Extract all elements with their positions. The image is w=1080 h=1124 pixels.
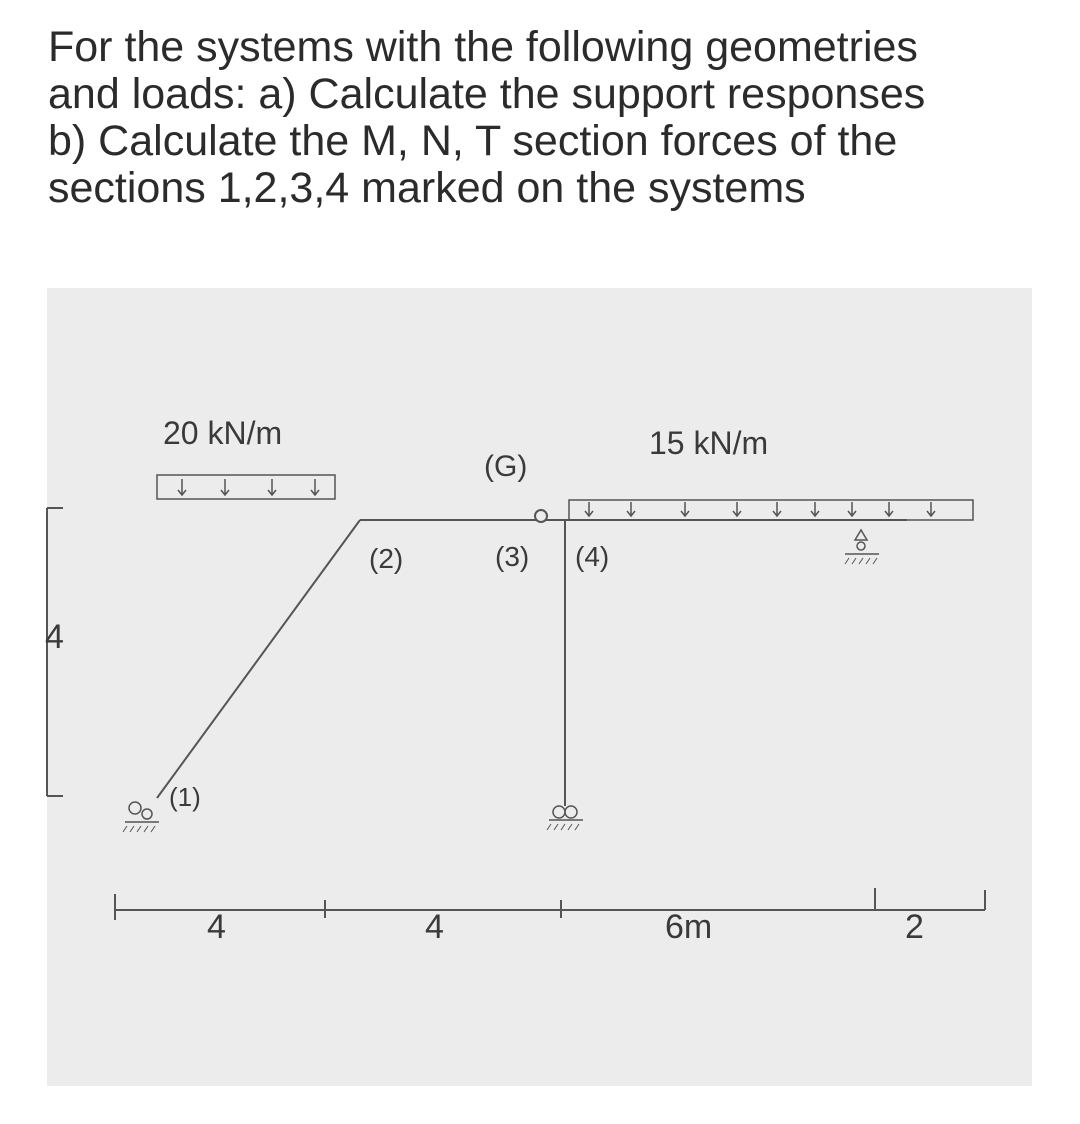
section-1-label: (1)	[169, 782, 201, 812]
hinge-g-icon	[535, 510, 547, 522]
question-text	[48, 24, 1058, 212]
column-support-icon	[547, 806, 583, 830]
section-4-label: (4)	[575, 541, 610, 572]
span-4-label: 2	[905, 908, 924, 946]
section-2-label: (2)	[369, 543, 404, 574]
height-dimension-label: 4	[45, 618, 64, 656]
right-distributed-load	[569, 500, 973, 520]
right-load-label: 15 kN/m	[649, 425, 769, 461]
span-3-label: 6m	[665, 908, 713, 946]
question-line: and loads: a) Calculate the support responses	[48, 70, 926, 118]
left-load-label: 20 kN/m	[163, 415, 283, 451]
structural-diagram	[47, 288, 1032, 1086]
left-support-icon	[123, 802, 159, 832]
structure-svg	[47, 288, 1032, 1086]
span-2-label: 4	[425, 908, 444, 946]
right-support-icon	[845, 530, 879, 564]
inclined-member	[157, 520, 360, 798]
section-3-label: (3)	[495, 541, 530, 572]
question-line: sections 1,2,3,4 marked on the systems	[48, 164, 806, 212]
left-distributed-load	[157, 475, 335, 499]
span-dimension-line	[115, 888, 985, 920]
question-line: b) Calculate the M, N, T section forces of the	[48, 117, 898, 165]
span-1-label: 4	[207, 908, 226, 946]
question-line: For the systems with the following geometries	[48, 23, 918, 71]
hinge-label: (G)	[484, 450, 528, 483]
